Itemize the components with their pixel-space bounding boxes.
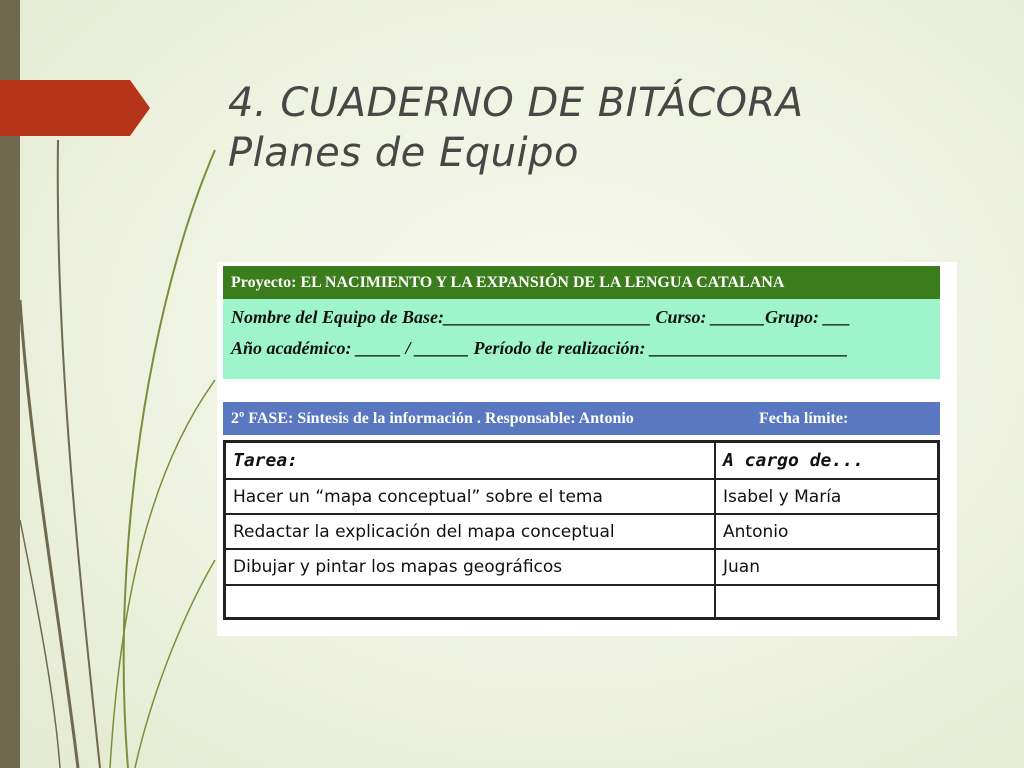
slide-title (228, 78, 804, 178)
task-cell: Dibujar y pintar los mapas geográficos (225, 549, 716, 584)
team-info-box (223, 299, 940, 379)
header-task: Tarea: (225, 442, 716, 480)
slide-title-line1: 4. CUADERNO DE BITÁCORA (228, 80, 804, 126)
task-cell (225, 585, 716, 619)
task-cell: Redactar la explicación del mapa conceptual (225, 514, 716, 549)
task-cell: Hacer un “mapa conceptual” sobre el tema (225, 479, 716, 514)
phase-header (223, 402, 940, 435)
assignee-cell: Juan (715, 549, 939, 584)
phase-label: 2º FASE: Síntesis de la información . Responsable: Antonio (231, 410, 634, 427)
table-row (225, 514, 939, 549)
project-header: Proyecto: EL NACIMIENTO Y LA EXPANSIÓN DE LA LENGUA CATALANA (223, 266, 940, 299)
academic-year-line: Año académico: _____ / ______ Período de realización: ______________________ (231, 338, 848, 358)
red-arrow-tab (0, 80, 150, 136)
table-row (225, 549, 939, 584)
table-row (225, 585, 939, 619)
slide-title-line2: Planes de Equipo (228, 130, 579, 176)
table-row (225, 479, 939, 514)
assignee-cell: Isabel y María (715, 479, 939, 514)
table-header-row (225, 442, 939, 480)
deadline-label: Fecha límite: (759, 410, 849, 427)
header-assignee: A cargo de... (715, 442, 939, 480)
assignee-cell: Antonio (715, 514, 939, 549)
team-plan-document (217, 262, 957, 636)
task-table (223, 440, 940, 620)
team-name-line: Nombre del Equipo de Base:_______________________ Curso: ______Grupo: ___ (231, 307, 851, 327)
assignee-cell (715, 585, 939, 619)
